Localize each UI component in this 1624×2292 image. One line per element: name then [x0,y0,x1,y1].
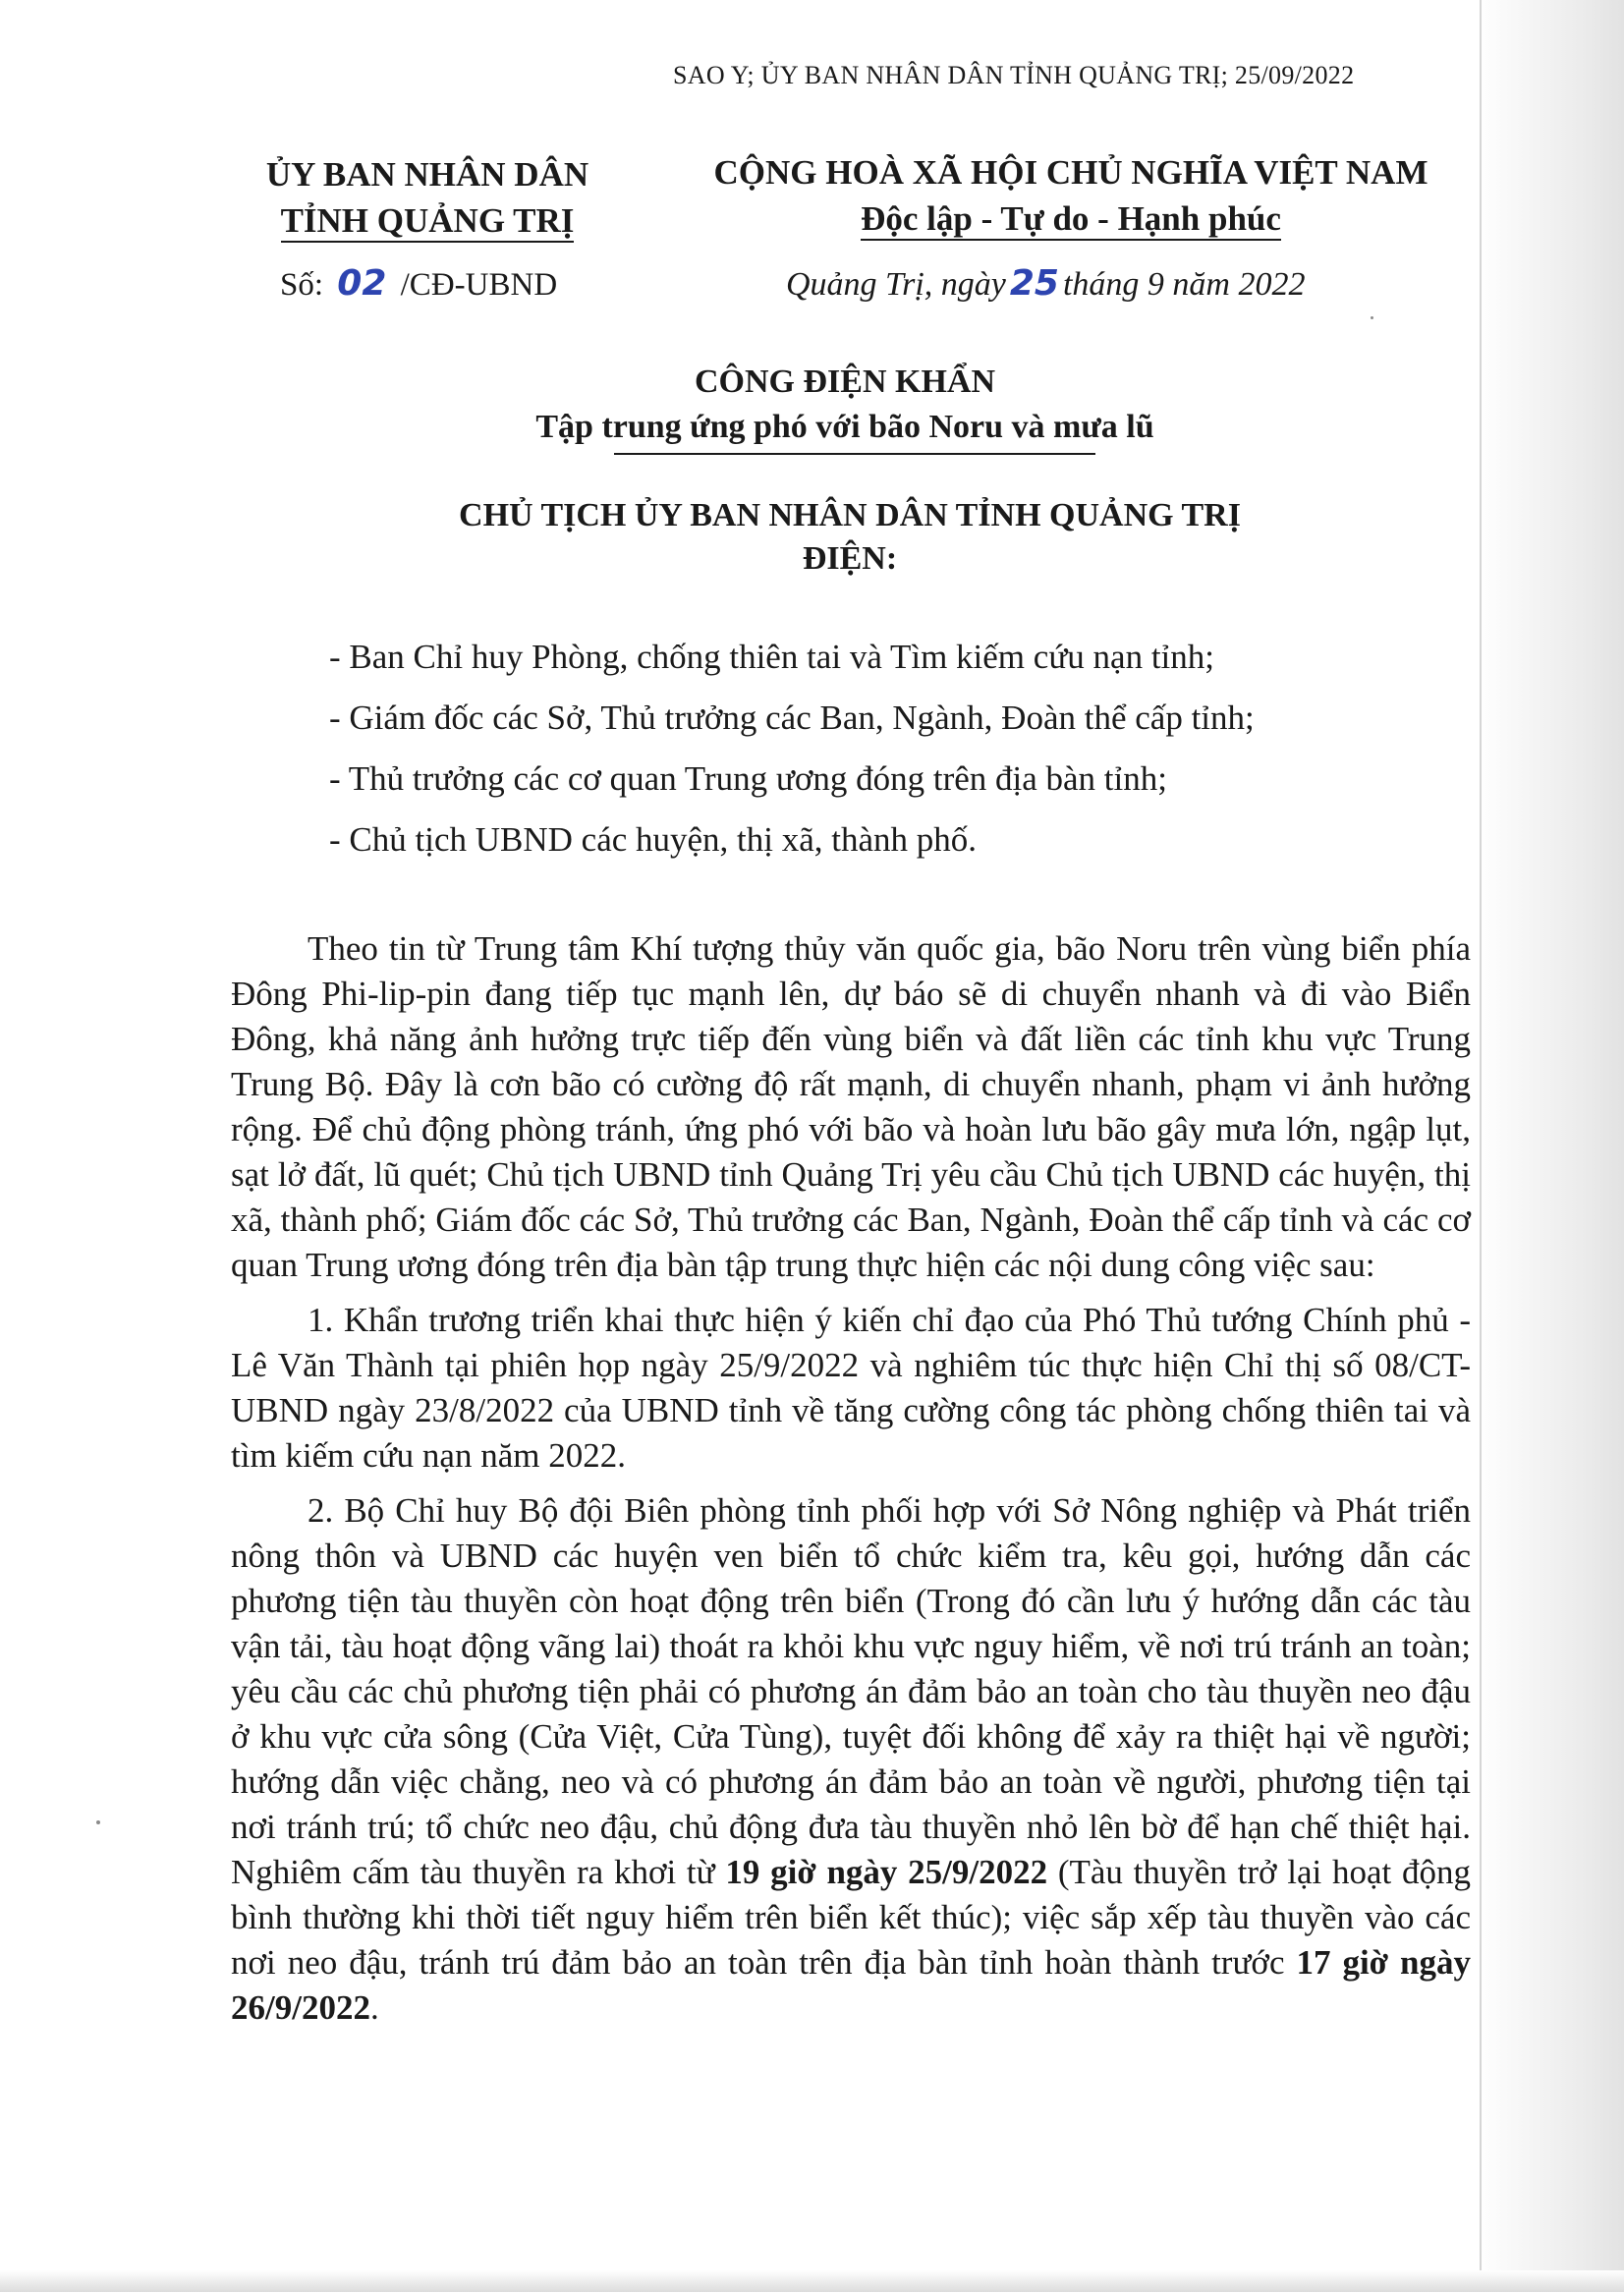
document-number [280,263,557,304]
item-2-end: . [369,1988,379,2027]
document-title [354,360,1336,450]
recipient-item: - Giám đốc các Sở, Thủ trưởng các Ban, Ngành, Đoàn thể cấp tỉnh; [329,699,1255,737]
ban-start-time: 19 giờ ngày 25/9/2022 [725,1853,1048,1891]
document-date [786,263,1305,304]
scan-bottom-shadow [0,2270,1624,2292]
recipient-item: - Thủ trưởng các cơ quan Trung ương đóng trên địa bàn tỉnh; [329,759,1167,798]
scan-speck [96,1820,100,1824]
signer-heading [275,494,1425,581]
date-after: tháng 9 năm 2022 [1062,266,1306,303]
national-motto: Độc lập - Tự do - Hạnh phúc [861,199,1281,241]
deadline-time: 17 giờ ngày 26/9/2022 [231,1943,1471,2027]
handwritten-number: 02 [337,263,387,304]
recipient-list [329,627,1255,870]
date-before: Quảng Trị, ngày [786,266,1006,303]
document-body [231,926,1471,2040]
copy-certification-note: SAO Y; ỦY BAN NHÂN DÂN TỈNH QUẢNG TRỊ; 25/09/2022 [673,61,1355,89]
item-2-text-a: 2. Bộ Chỉ huy Bộ đội Biên phòng tỉnh phối hợp với Sở Nông nghiệp và Phát triển nông thôn và UBND các huyện ven biển tổ chức kiểm tra, kêu gọi, hướng dẫn các phương tiện tàu thuyền còn hoạt động trên biển (Trong đó cần lưu ý hướng dẫn các tàu vận tải, tàu hoạt động vãng lai) thoát ra khỏi khu vực nguy hiểm, về nơi trú tránh an toàn; yêu cầu các chủ phương tiện phải có phương án đảm bảo an toàn cho tàu thuyền neo đậu ở khu vực cửa sông (Cửa Việt, Cửa Tùng), tuyệt đối không để xảy ra thiệt hại về người; hướng dẫn việc chằng, neo và có phương án đảm bảo an toàn về người, phương tiện tại nơi tránh trú; tổ chức neo đậu, chủ động đưa tàu thuyền nhỏ lên bờ để hạn chế thiệt hại. Nghiêm cấm tàu thuyền ra khơi từ [231,1491,1471,1891]
item-2-paragraph [231,1488,1471,2031]
number-prefix: Số: [280,267,324,303]
issuing-authority [265,151,589,244]
scan-edge-line [1480,0,1482,2292]
national-header [678,149,1464,242]
intro-paragraph: Theo tin từ Trung tâm Khí tượng thủy văn quốc gia, bão Noru trên vùng biển phía Đông Phi-lip-pin đang tiếp tục mạnh lên, dự báo sẽ di chuyển nhanh và đi vào Biển Đông, khả năng ảnh hưởng trực tiếp đến vùng biển và đất liền các tỉnh khu vực Trung Trung Bộ. Đây là cơn bão có cường độ rất mạnh, di chuyển nhanh, phạm vi ảnh hưởng rộng. Để chủ động phòng tránh, ứng phó với bão và hoàn lưu bão gây mưa lớn, ngập lụt, sạt lở đất, lũ quét; Chủ tịch UBND tỉnh Quảng Trị yêu cầu Chủ tịch UBND các huyện, thị xã, thành phố; Giám đốc các Sở, Thủ trưởng các Ban, Ngành, Đoàn thể cấp tỉnh và các cơ quan Trung ương đóng trên địa bàn tập trung thực hiện các nội dung công việc sau: [231,929,1471,1284]
recipient-item: - Chủ tịch UBND các huyện, thị xã, thành phố. [329,820,978,859]
item-1-paragraph: 1. Khẩn trương triển khai thực hiện ý kiến chỉ đạo của Phó Thủ tướng Chính phủ - Lê Văn Thành tại phiên họp ngày 25/9/2022 và nghiêm túc thực hiện Chỉ thị số 08/CT-UBND ngày 23/8/2022 của UBND tỉnh về tăng cường công tác phòng chống thiên tai và tìm kiếm cứu nạn năm 2022. [231,1301,1471,1475]
title-type: CÔNG ĐIỆN KHẨN [694,363,996,400]
item-2-text-b: (Tàu thuyền trở lại hoạt động bình thường khi thời tiết nguy hiểm trên biển kết thúc); việc sắp xếp tàu thuyền vào các nơi neo đậu, tránh trú đảm bảo an toàn trên địa bàn tỉnh hoàn thành trước [231,1853,1472,1982]
national-title: CỘNG HOÀ XÃ HỘI CHỦ NGHĨA VIỆT NAM [713,153,1428,192]
title-subject: Tập trung ứng phó với bão Noru và mưa lũ [535,409,1154,445]
issuer-line-1: ỦY BAN NHÂN DÂN [265,155,589,194]
signer-line-2: ĐIỆN: [802,540,898,577]
handwritten-day: 25 [1009,263,1059,304]
recipient-item: - Ban Chỉ huy Phòng, chống thiên tai và Tìm kiếm cứu nạn tỉnh; [329,638,1214,676]
signer-line-1: CHỦ TỊCH ỦY BAN NHÂN DÂN TỈNH QUẢNG TRỊ [459,497,1241,533]
scan-speck [1371,316,1373,319]
title-underline [614,453,1095,455]
issuer-line-2: TỈNH QUẢNG TRỊ [281,201,575,243]
scan-edge-shadow [1477,0,1624,2292]
number-suffix: /CĐ-UBND [400,267,558,303]
